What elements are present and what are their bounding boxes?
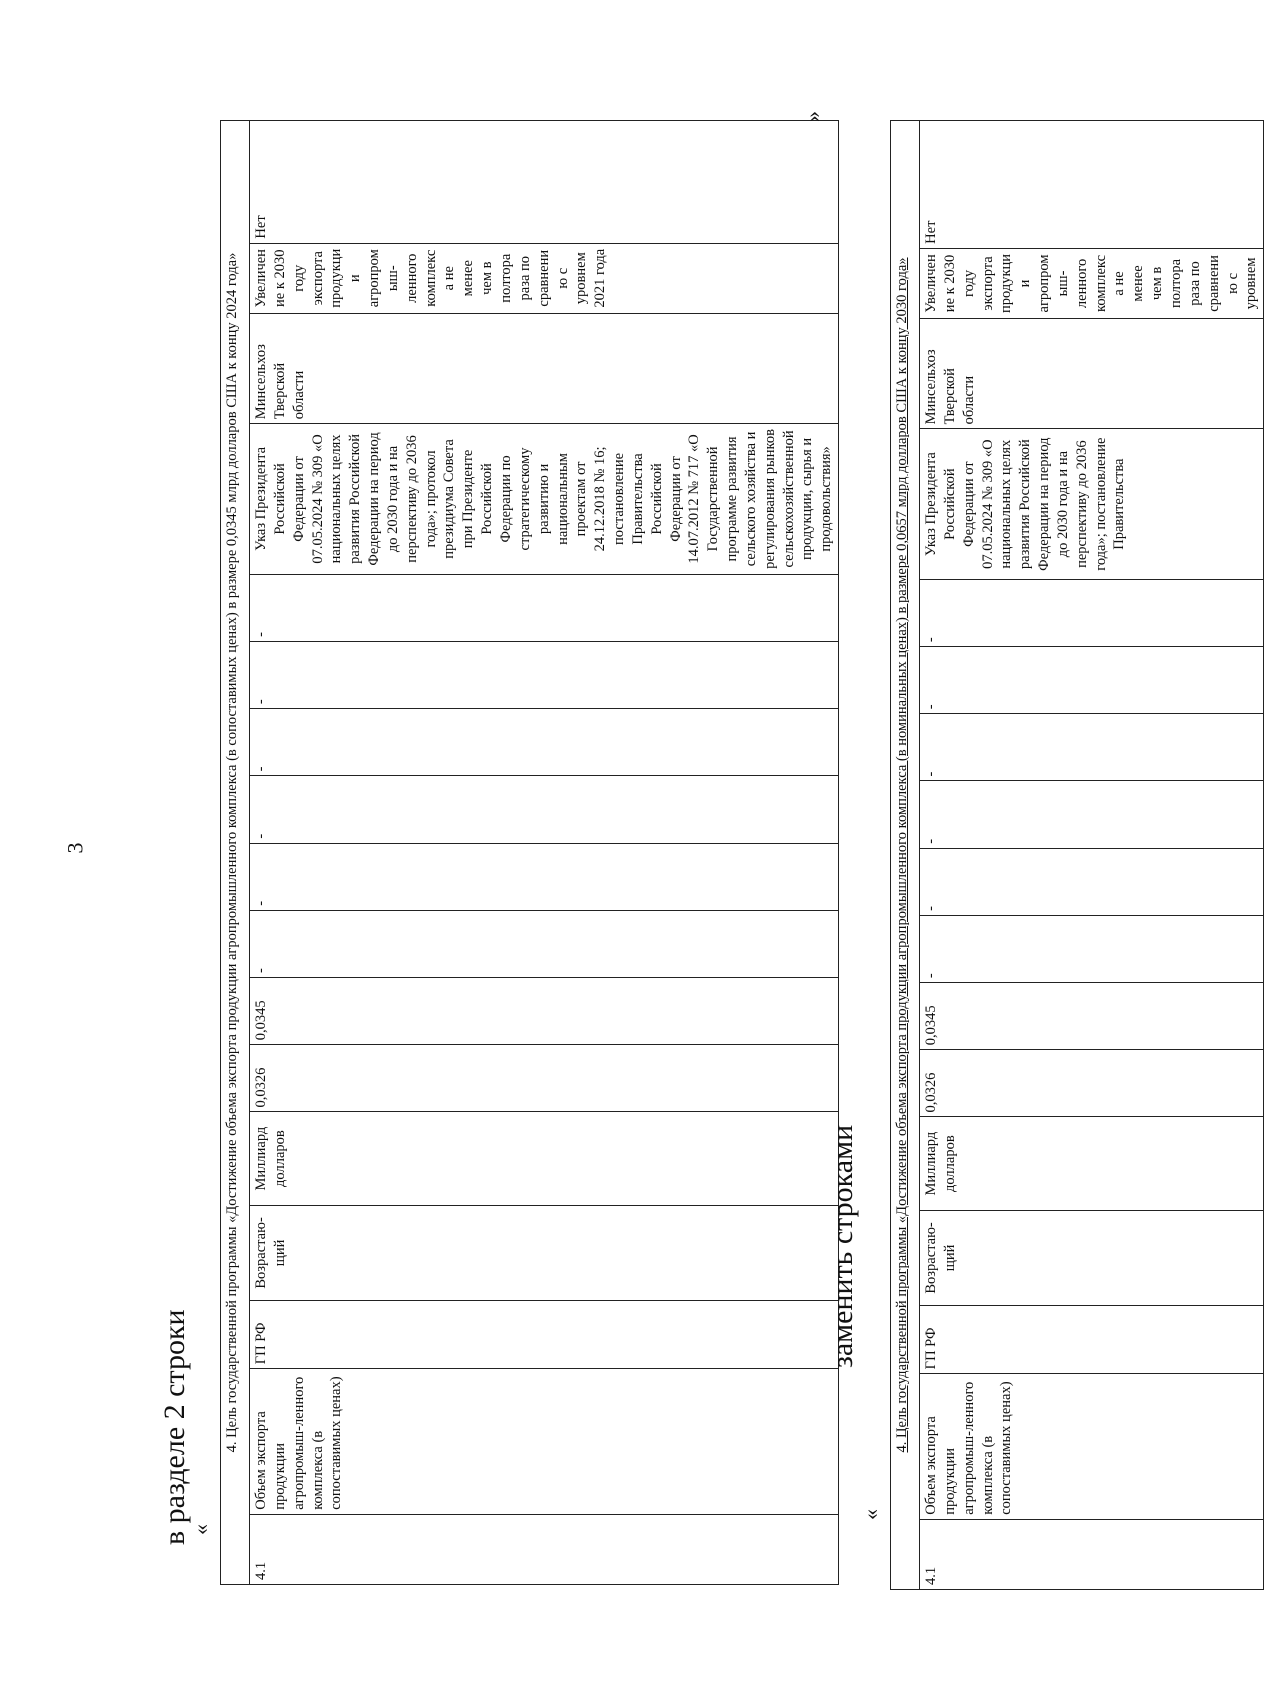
section-1-open-quote: «	[188, 1524, 213, 1535]
indicator-direction: Возрастаю-щий	[920, 1210, 1264, 1305]
value-year-2: -	[920, 915, 1264, 982]
value-year-3: -	[920, 848, 1264, 915]
value-year-3: -	[250, 843, 839, 910]
section-2-heading: заменить строками	[826, 1124, 859, 1368]
page-number: 3	[62, 842, 88, 854]
value-year-7: -	[250, 574, 839, 641]
indicator-name: Объем экспорта продукции агропромыш-ленного комплекса (в сопоставимых ценах)	[250, 1369, 839, 1514]
base-value: 0,0326	[920, 1050, 1264, 1117]
indicator-level: ГП РФ	[250, 1301, 839, 1369]
unit-of-measure: Миллиард долларов	[920, 1117, 1264, 1210]
section-1-table-block	[220, 120, 835, 1585]
section-1-close-quote: »	[800, 111, 825, 122]
value-year-5: -	[250, 709, 839, 776]
value-year-1: 0,0345	[250, 978, 839, 1045]
regulatory-document: Указ Президента Российской Федерации от 07.05.2024 № 309 «О национальных целях развития Российской Федерации на период до 2030 года и на перспективу до 2036 года»; постановление Правительства	[920, 429, 1264, 579]
national-goal-link: Увеличение к 2030 году экспорта продукции агропромыш-ленного комплекса не менее чем в полтора раза по сравнению с уровнем 2021 года	[250, 243, 839, 313]
row-number: 4.1	[920, 1519, 1264, 1589]
section-1-heading: в разделе 2 строки	[158, 1309, 191, 1545]
value-year-5: -	[920, 714, 1264, 781]
section-2-goal-header: 4. Цель государственной программы «Достижение объема экспорта продукции агропромышленного комплекса (в номинальных ценах) в размере 0,0657 млрд долларов США к концу 2030 года»	[891, 121, 920, 1590]
responsible-body: Минсельхоз Тверской области	[920, 319, 1264, 429]
value-year-2: -	[250, 910, 839, 977]
section-2-table-block	[890, 120, 1260, 1590]
unit-of-measure: Миллиард долларов	[250, 1112, 839, 1205]
base-value: 0,0326	[250, 1045, 839, 1112]
table-row	[250, 121, 839, 1585]
row-number: 4.1	[250, 1514, 839, 1584]
gis-flag: Нет	[920, 121, 1264, 249]
regulatory-document: Указ Президента Российской Федерации от 07.05.2024 № 309 «О национальных целях развития Российской Федерации на период до 2030 года и на перспективу до 2036 года»; протокол президиума Совета при Президенте Российской Федерации по стратегическому развитию и национальным проектам от 24.12.2018 № 16; постановление Правительства Российской Федерации от 14.07.2012 № 717 «О Государственной программе развития сельского хозяйства и регулирования рынков сельскохозяйственной продукции, сырья и продовольствия»	[250, 424, 839, 575]
value-year-1: 0,0345	[920, 983, 1264, 1050]
responsible-body: Минсельхоз Тверской области	[250, 313, 839, 423]
value-year-4: -	[250, 776, 839, 843]
value-year-6: -	[920, 647, 1264, 714]
value-year-7: -	[920, 579, 1264, 646]
table-row	[920, 121, 1264, 1590]
section-1-goal-header: 4. Цель государственной программы «Достижение объема экспорта продукции агропромышленного комплекса (в сопоставимых ценах) в размере 0,0345 млрд долларов США к концу 2024 года»	[221, 121, 250, 1585]
national-goal-link: Увеличение к 2030 году экспорта продукции агропромыш-ленного комплекса не менее чем в полтора раза по сравнению с уровнем	[920, 248, 1264, 318]
value-year-6: -	[250, 641, 839, 708]
value-year-4: -	[920, 781, 1264, 848]
section-2-open-quote: «	[858, 1509, 883, 1520]
indicator-name: Объем экспорта продукции агропромыш-ленного комплекса (в сопоставимых ценах)	[920, 1374, 1264, 1519]
gis-flag: Нет	[250, 121, 839, 244]
section-1-table	[220, 120, 839, 1585]
indicator-level: ГП РФ	[920, 1306, 1264, 1374]
section-2-table	[890, 120, 1264, 1590]
indicator-direction: Возрастаю-щий	[250, 1205, 839, 1300]
